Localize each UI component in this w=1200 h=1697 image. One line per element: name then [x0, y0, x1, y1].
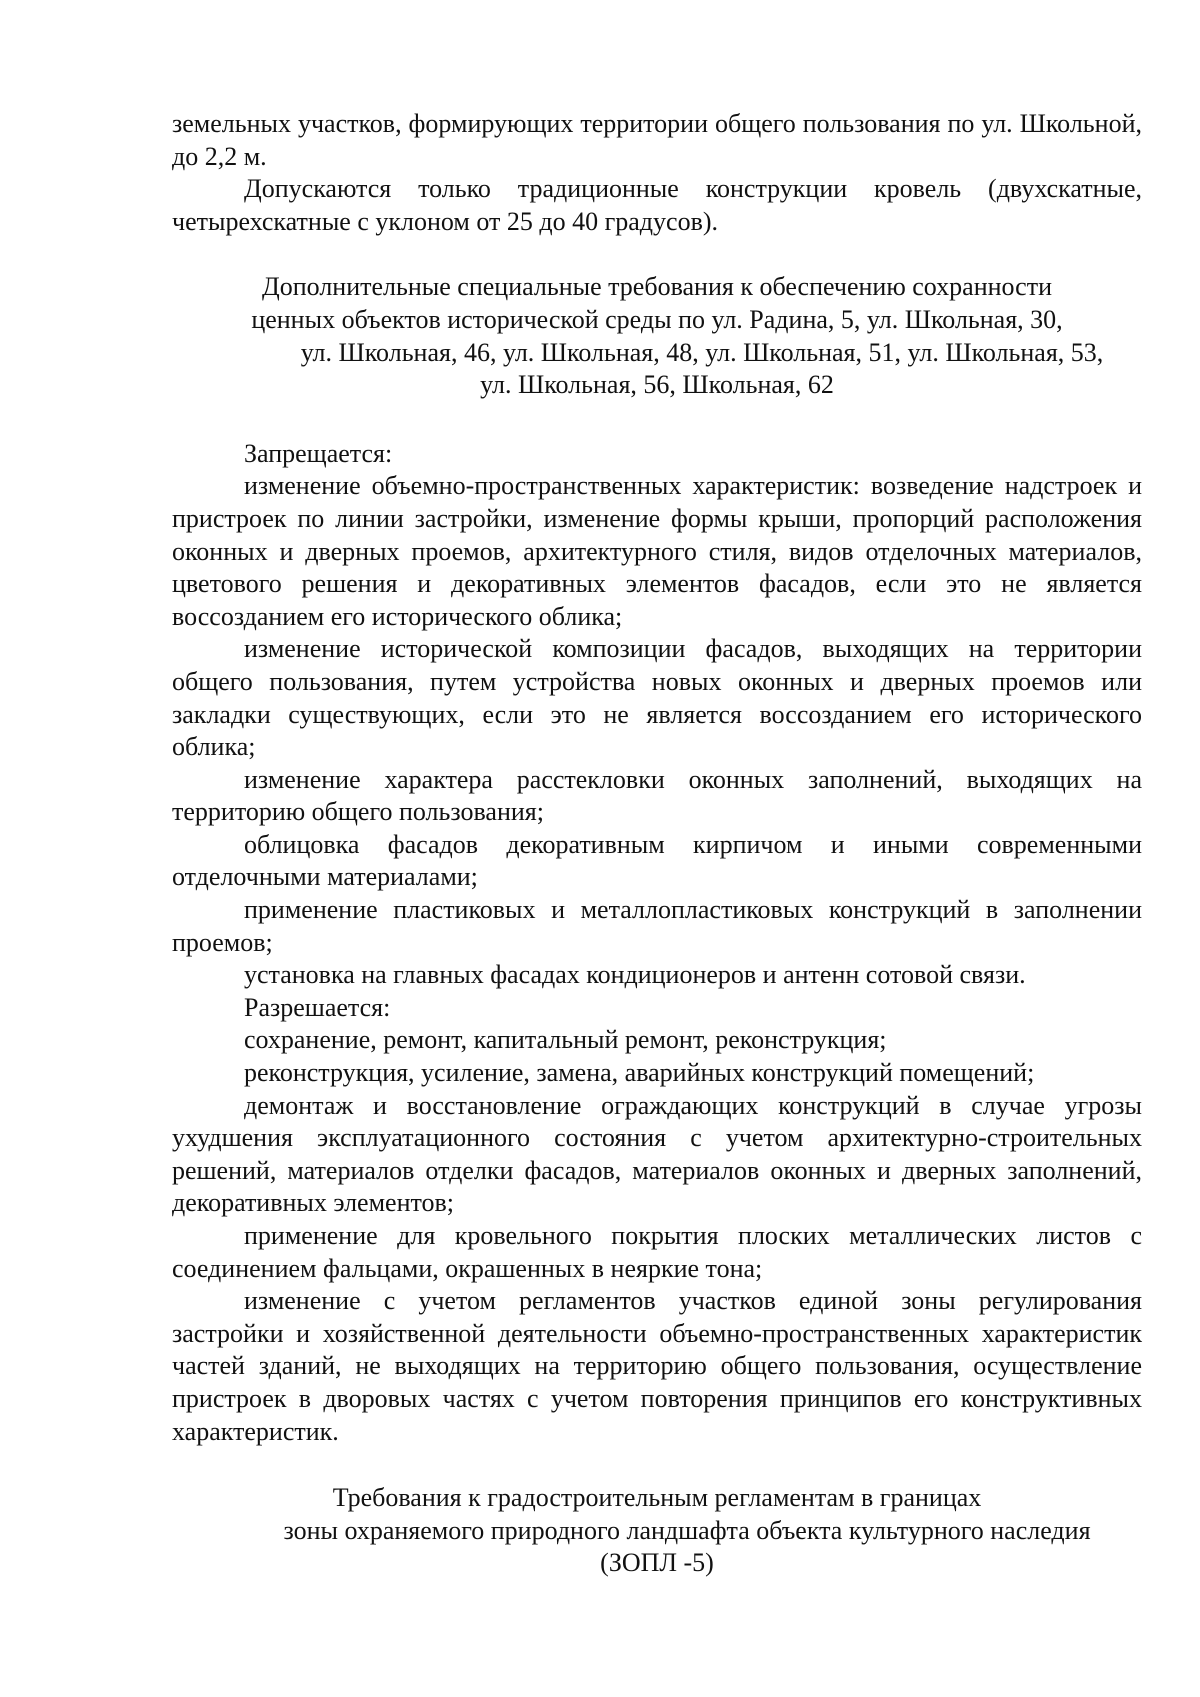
section-heading-zopl-5: [172, 1482, 1142, 1580]
allowed-label: Разрешается:: [244, 992, 391, 1022]
document-page: [172, 108, 1142, 1580]
prohibited-item: изменение объемно-пространственных характеристик: возведение надстроек и пристроек по линии застройки, изменение формы крыши, пропорций расположения оконных и дверных проемов, архитектурного стиля, видов отделочных материалов, цветового решения и декоративных элементов фасадов, если это не является воссозданием его исторического облика;: [172, 471, 1142, 631]
allowed-item: сохранение, ремонт, капитальный ремонт, реконструкция;: [244, 1025, 887, 1055]
prohibited-label: Запрещается:: [244, 438, 393, 468]
allowed-item: изменение с учетом регламентов участков единой зоны регулирования застройки и хозяйственной деятельности объемно-пространственных характеристик частей зданий, не выходящих на территорию общего пользования, осуществление пристроек в дворовых частях с учетом повторения принципов его конструктивных характеристик.: [172, 1286, 1142, 1446]
heading-line: ул. Школьная, 46, ул. Школьная, 48, ул. Школьная, 51, ул. Школьная, 53,: [300, 337, 1104, 367]
prohibited-item: изменение характера расстекловки оконных заполнений, выходящих на территорию общего пользования;: [172, 764, 1142, 827]
prohibited-item: установка на главных фасадах кондиционеров и антенн сотовой связи.: [244, 960, 1026, 990]
allowed-item: реконструкция, усиление, замена, аварийных конструкций помещений;: [244, 1058, 1035, 1088]
prohibited-item: облицовка фасадов декоративным кирпичом и иными современными отделочными материалами;: [172, 829, 1142, 892]
heading-line: ценных объектов исторической среды по ул. Радина, 5, ул. Школьная, 30,: [251, 304, 1063, 334]
section-heading-special-requirements: [172, 271, 1142, 401]
spacer: [172, 238, 1142, 271]
paragraph-roof-structures: Допускаются только традиционные конструкции кровель (двухскатные, четырехскатные с уклоном от 25 до 40 градусов).: [172, 174, 1142, 236]
heading-line: Дополнительные специальные требования к обеспечению сохранности: [262, 272, 1052, 302]
spacer: [172, 1448, 1142, 1482]
heading-line: ул. Школьная, 56, Школьная, 62: [480, 370, 834, 400]
allowed-item: демонтаж и восстановление ограждающих конструкций в случае угрозы ухудшения эксплуатационного состояния с учетом архитектурно-строительных решений, материалов отделки фасадов, материалов оконных и дверных заполнений, декоративных элементов;: [172, 1090, 1142, 1218]
allowed-item: применение для кровельного покрытия плоских металлических листов с соединением фальцами, окрашенных в неяркие тона;: [172, 1221, 1142, 1283]
prohibited-item: применение пластиковых и металлопластиковых конструкций в заполнении проемов;: [172, 895, 1142, 957]
heading-line: зоны охраняемого природного ландшафта объекта культурного наследия: [283, 1515, 1091, 1545]
paragraph-height-limit: земельных участков, формирующих территории общего пользования по ул. Школьной, до 2,2 м.: [172, 109, 1142, 171]
heading-line: (ЗОПЛ -5): [600, 1548, 714, 1578]
spacer: [172, 402, 1142, 438]
heading-line: Требования к градостроительным регламентам в границах: [332, 1483, 982, 1513]
prohibited-item: изменение исторической композиции фасадов, выходящих на территории общего пользования, путем устройства новых оконных и дверных проемов или закладки существующих, если это не является воссозданием его исторического облика;: [172, 634, 1142, 762]
